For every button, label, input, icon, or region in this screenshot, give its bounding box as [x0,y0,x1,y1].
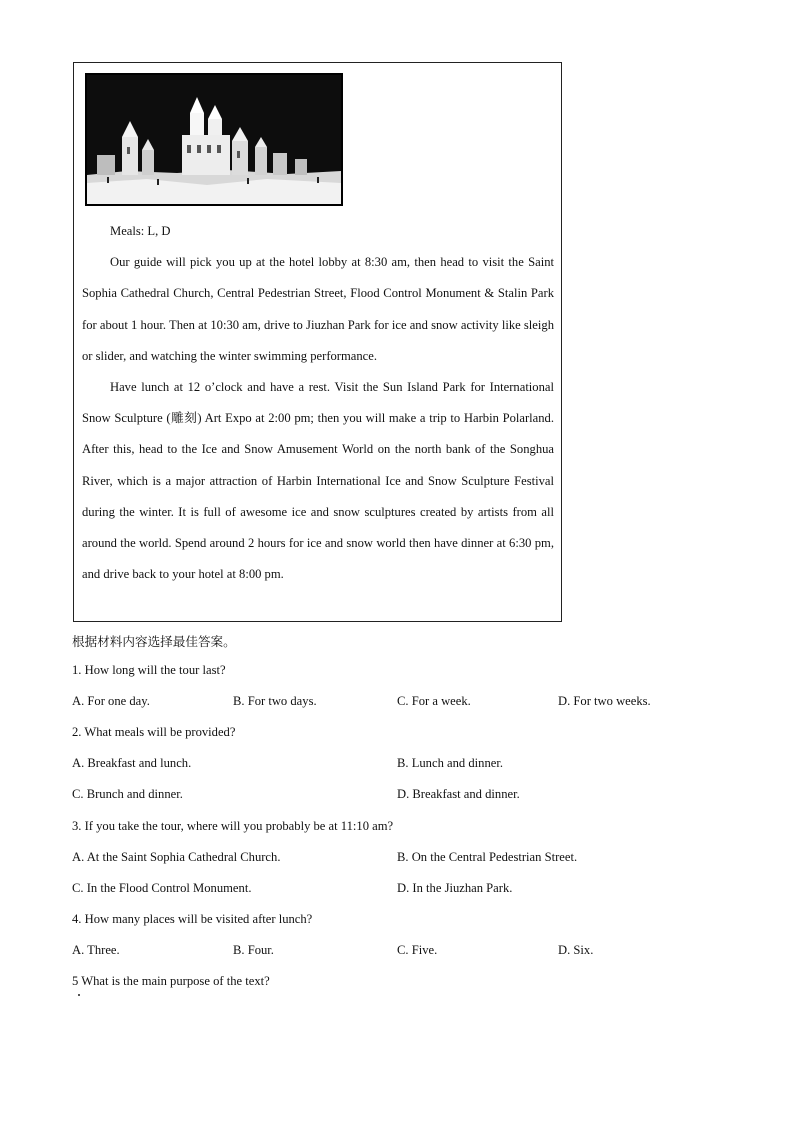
passage-paragraph-1: Our guide will pick you up at the hotel lobby at 8:30 am, then head to visit the Saint Sophia Cathedral Church, Central Pedestrian Street, Flood Control Monument & Stalin Park for about 1 hour. Then at 10:30 am, drive to Jiuzhan Park for ice and snow activity like sleigh or slider, and watching the winter swimming performance. [82,255,554,363]
question-1-option-a[interactable]: A. For one day. [72,694,150,708]
stray-mark [78,994,80,996]
question-4-option-b[interactable]: B. Four. [233,943,274,957]
passage-box [73,62,562,622]
ice-castle-illustration [87,75,341,204]
question-3-option-a[interactable]: A. At the Saint Sophia Cathedral Church. [72,850,281,864]
question-1-option-c[interactable]: C. For a week. [397,694,471,708]
instruction: 根据材料内容选择最佳答案。 [72,635,236,649]
passage-text [82,216,554,590]
question-2-option-a[interactable]: A. Breakfast and lunch. [72,756,192,770]
question-2-option-d[interactable]: D. Breakfast and dinner. [397,787,520,801]
question-3-option-d[interactable]: D. In the Jiuzhan Park. [397,881,513,895]
question-3: 3. If you take the tour, where will you probably be at 11:10 am? [72,819,394,833]
question-2-option-b[interactable]: B. Lunch and dinner. [397,756,503,770]
question-1-option-b[interactable]: B. For two days. [233,694,317,708]
question-2-option-c[interactable]: C. Brunch and dinner. [72,787,183,801]
question-4: 4. How many places will be visited after lunch? [72,912,313,926]
question-1: 1. How long will the tour last? [72,663,226,677]
question-4-option-a[interactable]: A. Three. [72,943,120,957]
question-4-option-c[interactable]: C. Five. [397,943,438,957]
passage-paragraph-2: Have lunch at 12 o’clock and have a rest. Visit the Sun Island Park for International Snow Sculpture (雕刻) Art Expo at 2:00 pm; then you will make a trip to Harbin Polarland. After this, head to the Ice and Snow Amusement World on the north bank of the Songhua River, which is a major attraction of Harbin International Ice and Snow Sculpture Festival during the winter. It is full of awesome ice and snow sculptures created by artists from all around the world. Spend around 2 hours for ice and snow world then have dinner at 6:30 pm, and drive back to your hotel at 8:00 pm. [82,380,554,582]
ice-castle-photo [85,73,343,206]
question-3-option-b[interactable]: B. On the Central Pedestrian Street. [397,850,578,864]
meals-line: Meals: L, D [110,224,171,238]
question-5: 5 What is the main purpose of the text? [72,974,270,988]
question-4-option-d[interactable]: D. Six. [558,943,594,957]
question-2: 2. What meals will be provided? [72,725,236,739]
question-1-option-d[interactable]: D. For two weeks. [558,694,651,708]
question-3-option-c[interactable]: C. In the Flood Control Monument. [72,881,252,895]
